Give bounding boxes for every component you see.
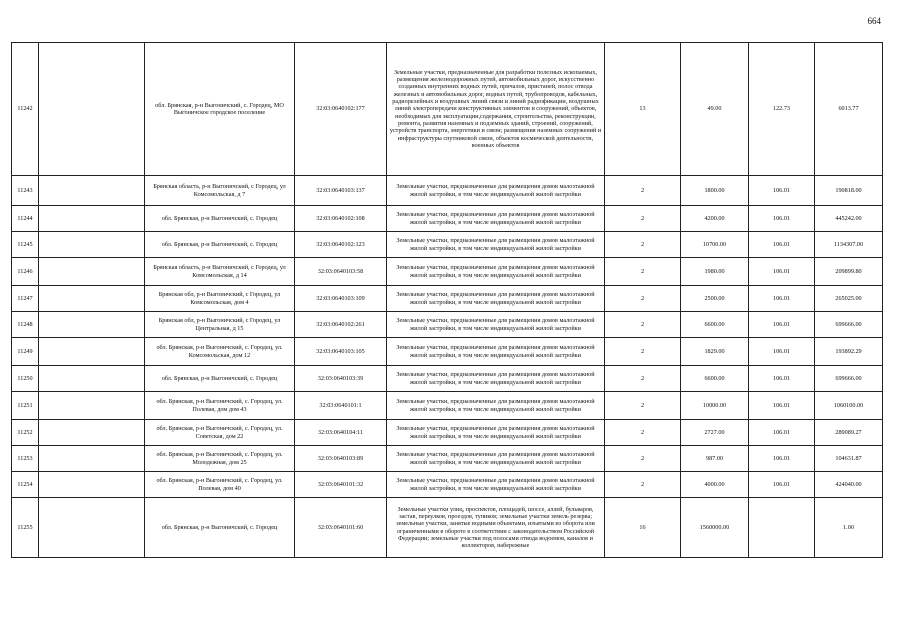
use-code-cell: 2 <box>605 392 681 420</box>
table-row <box>12 446 883 472</box>
address-cell: Брянская область, р-н Выгоничский, с Городец, ул Комсомольская, д 7 <box>145 176 295 206</box>
empty-cell <box>39 366 145 392</box>
area-cell: 10000.00 <box>681 392 749 420</box>
empty-cell <box>39 206 145 232</box>
use-code-cell: 2 <box>605 312 681 338</box>
cadastral-number-cell: 32:03:0640102:177 <box>295 43 387 176</box>
cadastral-number-cell: 32:03:0640101:32 <box>295 472 387 498</box>
cadastral-number-cell: 32:03:0640103:58 <box>295 258 387 286</box>
cadastral-number-cell: 32:03:0640102:261 <box>295 312 387 338</box>
land-use-cell: Земельные участки, предназначенные для размещения домов малоэтажной жилой застройки, в том числе индивидуальной жилой застройки <box>387 206 605 232</box>
table-body <box>12 43 883 558</box>
address-cell: обл. Брянская, р-н Выгоничский, с. Городец, МО Выгоничское городское поселение <box>145 43 295 176</box>
specific-value-cell <box>749 498 815 558</box>
row-number: 11251 <box>12 392 39 420</box>
land-use-cell: Земельные участки, предназначенные для размещения домов малоэтажной жилой застройки, в том числе индивидуальной жилой застройки <box>387 176 605 206</box>
address-cell: обл. Брянская, р-н Выгоничский, с. Городец, ул. Полевая, дом дом 43 <box>145 392 295 420</box>
address-cell: обл. Брянская, р-н Выгоничский, с. Городец, ул. Молодежная, дом 25 <box>145 446 295 472</box>
address-cell: обл. Брянская, р-н Выгоничский, с. Городец, ул. Комсомольская, дом 12 <box>145 338 295 366</box>
land-use-cell: Земельные участки, предназначенные для размещения домов малоэтажной жилой застройки, в том числе индивидуальной жилой застройки <box>387 312 605 338</box>
cadastral-value-cell: 1060100.00 <box>815 392 883 420</box>
row-number: 11252 <box>12 420 39 446</box>
empty-cell <box>39 286 145 312</box>
cadastral-number-cell: 32:03:0640103:109 <box>295 286 387 312</box>
address-cell: Брянская обл, р-н Выгоничский, с Городец, ул Центральная, д 15 <box>145 312 295 338</box>
area-cell: 1980.00 <box>681 258 749 286</box>
use-code-cell: 2 <box>605 420 681 446</box>
land-use-cell: Земельные участки, предназначенные для размещения домов малоэтажной жилой застройки, в том числе индивидуальной жилой застройки <box>387 286 605 312</box>
area-cell: 6600.00 <box>681 312 749 338</box>
empty-cell <box>39 43 145 176</box>
cadastral-number-cell: 32:03:0640101:60 <box>295 498 387 558</box>
table-row <box>12 232 883 258</box>
cadastral-number-cell: 32:03:0640103:137 <box>295 176 387 206</box>
empty-cell <box>39 232 145 258</box>
specific-value-cell: 106.01 <box>749 176 815 206</box>
cadastral-value-cell: 6013.77 <box>815 43 883 176</box>
table-row <box>12 43 883 176</box>
row-number: 11249 <box>12 338 39 366</box>
address-cell: обл. Брянская, р-н Выгоничский, с. Городец <box>145 498 295 558</box>
land-use-cell: Земельные участки, предназначенные для размещения домов малоэтажной жилой застройки, в том числе индивидуальной жилой застройки <box>387 446 605 472</box>
empty-cell <box>39 472 145 498</box>
row-number: 11255 <box>12 498 39 558</box>
use-code-cell: 2 <box>605 472 681 498</box>
table-row <box>12 286 883 312</box>
empty-cell <box>39 446 145 472</box>
empty-cell <box>39 176 145 206</box>
empty-cell <box>39 312 145 338</box>
cadastral-value-cell: 209899.80 <box>815 258 883 286</box>
cadastral-number-cell: 32:03:0640101:1 <box>295 392 387 420</box>
cadastral-value-cell: 424040.00 <box>815 472 883 498</box>
address-cell: обл. Брянская, р-н Выгоничский, с. Городец, ул. Советская, дом 22 <box>145 420 295 446</box>
land-use-cell: Земельные участки улиц, проспектов, площадей, шоссе, аллей, бульваров, застав, переулков, проездов, тупиков; земельные участки земель резерва; земельные участки, занятые водными объектами, изъятыми из оборота или ограниченными в обороте в соответствии с законодательством Российской Федерации; земельные участки под полосами отвода водоемов, каналов и коллекторов, набережные <box>387 498 605 558</box>
specific-value-cell: 106.01 <box>749 392 815 420</box>
use-code-cell: 2 <box>605 366 681 392</box>
area-cell: 987.00 <box>681 446 749 472</box>
address-cell: обл. Брянская, р-н Выгоничский, с. Городец <box>145 366 295 392</box>
row-number: 11247 <box>12 286 39 312</box>
table-row <box>12 258 883 286</box>
cadastral-number-cell: 32:03:0640103:105 <box>295 338 387 366</box>
land-use-cell: Земельные участки, предназначенные для размещения домов малоэтажной жилой застройки, в том числе индивидуальной жилой застройки <box>387 472 605 498</box>
specific-value-cell: 106.01 <box>749 232 815 258</box>
land-use-cell: Земельные участки, предназначенные для размещения домов малоэтажной жилой застройки, в том числе индивидуальной жилой застройки <box>387 338 605 366</box>
land-use-cell: Земельные участки, предназначенные для размещения домов малоэтажной жилой застройки, в том числе индивидуальной жилой застройки <box>387 258 605 286</box>
address-cell: Брянская обл, р-н Выгоничский, с Городец, ул Комсомольская, дом 4 <box>145 286 295 312</box>
area-cell: 4000.00 <box>681 472 749 498</box>
cadastral-value-table <box>11 42 883 558</box>
table-row <box>12 472 883 498</box>
page-number: 664 <box>867 16 881 26</box>
specific-value-cell: 106.01 <box>749 312 815 338</box>
use-code-cell: 2 <box>605 232 681 258</box>
use-code-cell: 16 <box>605 498 681 558</box>
cadastral-value-cell: 699666.00 <box>815 312 883 338</box>
cadastral-value-cell: 699666.00 <box>815 366 883 392</box>
empty-cell <box>39 498 145 558</box>
area-cell: 1560000.00 <box>681 498 749 558</box>
specific-value-cell: 106.01 <box>749 338 815 366</box>
use-code-cell: 2 <box>605 286 681 312</box>
empty-cell <box>39 392 145 420</box>
table-row <box>12 312 883 338</box>
cadastral-value-cell: 1.00 <box>815 498 883 558</box>
cadastral-value-cell: 445242.00 <box>815 206 883 232</box>
row-number: 11242 <box>12 43 39 176</box>
cadastral-number-cell: 32:03:0640103:89 <box>295 446 387 472</box>
specific-value-cell: 122.73 <box>749 43 815 176</box>
specific-value-cell: 106.01 <box>749 206 815 232</box>
use-code-cell: 2 <box>605 176 681 206</box>
use-code-cell: 2 <box>605 338 681 366</box>
area-cell: 1800.00 <box>681 176 749 206</box>
area-cell: 2727.00 <box>681 420 749 446</box>
cadastral-value-cell: 1134307.00 <box>815 232 883 258</box>
area-cell: 4200.00 <box>681 206 749 232</box>
row-number: 11254 <box>12 472 39 498</box>
empty-cell <box>39 420 145 446</box>
land-use-cell: Земельные участки, предназначенные для размещения домов малоэтажной жилой застройки, в том числе индивидуальной жилой застройки <box>387 232 605 258</box>
address-cell: Брянская область, р-н Выгоничский, с Городец, ул Комсомольская, д 14 <box>145 258 295 286</box>
table-row <box>12 392 883 420</box>
row-number: 11248 <box>12 312 39 338</box>
row-number: 11245 <box>12 232 39 258</box>
area-cell: 49.00 <box>681 43 749 176</box>
specific-value-cell: 106.01 <box>749 472 815 498</box>
table-row <box>12 420 883 446</box>
row-number: 11253 <box>12 446 39 472</box>
cadastral-number-cell: 32:03:0640103:39 <box>295 366 387 392</box>
table-row <box>12 498 883 558</box>
address-cell: обл. Брянская, р-н Выгоничский, с. Городец <box>145 206 295 232</box>
land-use-cell: Земельные участки, предназначенные для разработки полезных ископаемых, размещения железнодорожных путей, автомобильных дорог, искусственно созданных внутренних водных путей, причалов, пристаней, полос отвода железных и автомобильных дорог, водных путей, трубопроводов, кабельных, радиорелейных и воздушных линий связи и линий радиофикации, воздушных линий электропередачи конструктивных элементов и сооружений, объектов, необходимых для эксплуатации,содержания, строительства, реконструкции, ремонта, развития наземных и подземных зданий, строений, сооружений, устройств транспорта, энергетики и связи; размещения наземных сооружений и инфраструктуры спутниковой связи, объектов космической деятельности, военных объектов <box>387 43 605 176</box>
use-code-cell: 13 <box>605 43 681 176</box>
cadastral-value-cell: 190818.00 <box>815 176 883 206</box>
empty-cell <box>39 338 145 366</box>
row-number: 11250 <box>12 366 39 392</box>
specific-value-cell: 106.01 <box>749 258 815 286</box>
land-use-cell: Земельные участки, предназначенные для размещения домов малоэтажной жилой застройки, в том числе индивидуальной жилой застройки <box>387 392 605 420</box>
empty-cell <box>39 258 145 286</box>
table-row <box>12 366 883 392</box>
address-cell: обл. Брянская, р-н Выгоничский, с. Городец <box>145 232 295 258</box>
cadastral-value-cell: 289089.27 <box>815 420 883 446</box>
row-number: 11244 <box>12 206 39 232</box>
table-row <box>12 338 883 366</box>
cadastral-value-cell: 193892.29 <box>815 338 883 366</box>
table-row <box>12 206 883 232</box>
area-cell: 2500.00 <box>681 286 749 312</box>
specific-value-cell: 106.01 <box>749 366 815 392</box>
row-number: 11246 <box>12 258 39 286</box>
land-use-cell: Земельные участки, предназначенные для размещения домов малоэтажной жилой застройки, в том числе индивидуальной жилой застройки <box>387 420 605 446</box>
table-row <box>12 176 883 206</box>
address-cell: обл. Брянская, р-н Выгоничский, с. Городец, ул. Полевая, дом 40 <box>145 472 295 498</box>
area-cell: 10700.00 <box>681 232 749 258</box>
specific-value-cell: 106.01 <box>749 446 815 472</box>
cadastral-number-cell: 32:03:0640104:11 <box>295 420 387 446</box>
cadastral-number-cell: 32:03:0640102:108 <box>295 206 387 232</box>
area-cell: 6600.00 <box>681 366 749 392</box>
land-use-cell: Земельные участки, предназначенные для размещения домов малоэтажной жилой застройки, в том числе индивидуальной жилой застройки <box>387 366 605 392</box>
specific-value-cell: 106.01 <box>749 286 815 312</box>
row-number: 11243 <box>12 176 39 206</box>
use-code-cell: 2 <box>605 258 681 286</box>
area-cell: 1829.00 <box>681 338 749 366</box>
use-code-cell: 2 <box>605 206 681 232</box>
cadastral-value-cell: 104631.87 <box>815 446 883 472</box>
cadastral-value-cell: 265025.00 <box>815 286 883 312</box>
use-code-cell: 2 <box>605 446 681 472</box>
specific-value-cell: 106.01 <box>749 420 815 446</box>
cadastral-number-cell: 32:03:0640102:123 <box>295 232 387 258</box>
